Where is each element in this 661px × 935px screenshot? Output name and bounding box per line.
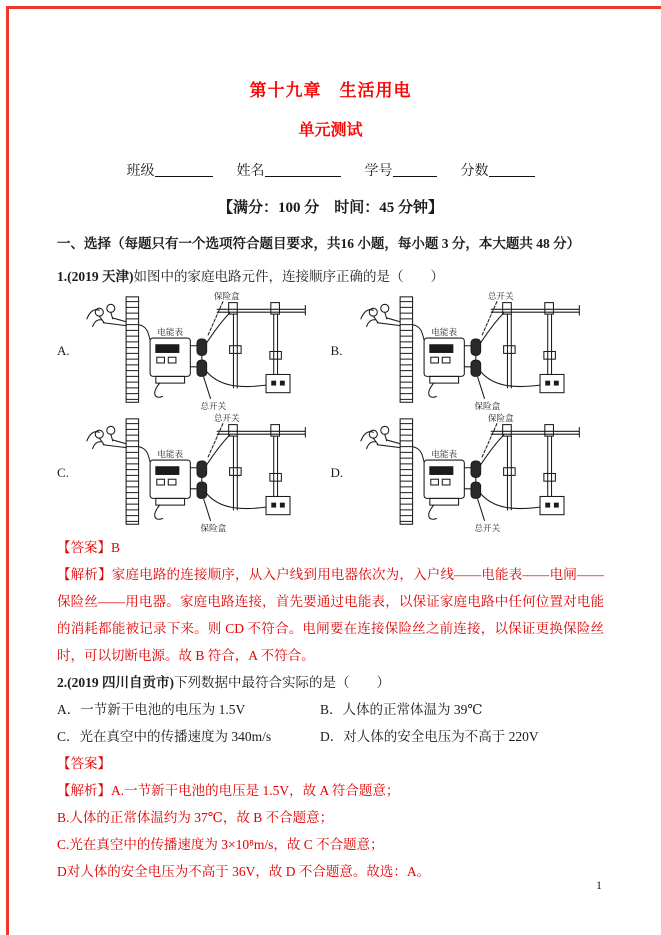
class-blank xyxy=(155,163,213,177)
service-wire-curl xyxy=(366,442,375,449)
outlet xyxy=(540,496,564,514)
circuit-figure xyxy=(83,290,313,412)
service-wire-curl xyxy=(360,432,372,441)
service-wire-curl xyxy=(87,432,99,441)
id-blank xyxy=(393,163,437,177)
option-d-text: 对人体的安全电压为不高于 220V xyxy=(343,729,539,744)
main-switch xyxy=(471,482,481,498)
option-letter-c: C. xyxy=(57,465,69,480)
insulator-icon xyxy=(107,426,115,434)
circuit-figures xyxy=(57,290,604,534)
question-2-text: 下列数据中最符合实际的是（ ） xyxy=(174,675,390,690)
main-switch xyxy=(197,482,207,498)
meter-terminals xyxy=(156,376,185,383)
question-2-number: 2.(2019 四川自贡市) xyxy=(57,675,174,690)
question-2-stem xyxy=(57,669,604,696)
id-label: 学号 xyxy=(364,164,393,179)
insulator-icon xyxy=(380,304,388,312)
option-a xyxy=(57,696,320,723)
outlet xyxy=(540,374,564,392)
meter-display xyxy=(429,345,452,353)
top-component-label: 保险盒 xyxy=(487,412,514,423)
insulator-icon xyxy=(369,430,377,438)
option-c-text: 光在真空中的传播速度为 340m/s xyxy=(79,729,272,744)
top-component-label: 保险盒 xyxy=(213,290,240,301)
score-label: 分数 xyxy=(460,164,489,179)
circuit-figure xyxy=(357,290,587,412)
analysis-label-2: 【解析】 xyxy=(57,783,111,798)
option-d xyxy=(320,723,604,750)
option-a-text: 一节新干电池的电压为 1.5V xyxy=(80,702,246,717)
outlet xyxy=(266,374,290,392)
bottom-label-leader xyxy=(204,499,211,520)
service-wire-curl xyxy=(93,442,102,449)
question-1-answer xyxy=(57,534,604,561)
question-2-analysis-line-2: B.人体的正常体温约为 37℃，故 B 不合题意； xyxy=(57,810,334,825)
bottom-component-label: 总开关 xyxy=(473,522,500,533)
option-letter-a: A. xyxy=(57,343,70,358)
section-heading: 一、选择（每题只有一个选项符合题目要求，共16 小题，每小题 3 分，本大题共 48 分） xyxy=(57,236,581,251)
incoming-wires xyxy=(103,440,126,448)
exam-meta: 【满分：100 分 时间：45 分钟】 xyxy=(217,200,443,216)
figure-option-c xyxy=(57,412,331,534)
circuit-figure xyxy=(357,412,587,534)
circuit-diagram-d xyxy=(357,412,587,534)
service-wire-curl xyxy=(360,310,372,319)
fuse-box xyxy=(197,339,207,355)
option-c xyxy=(57,723,320,750)
service-wire-curl xyxy=(87,310,99,319)
question-2-analysis-line-4: D对人体的安全电压为不高于 36V，故 D 不合题意。故选：A。 xyxy=(57,864,431,879)
top-component-label: 总开关 xyxy=(487,290,514,301)
option-b-key: B． xyxy=(320,702,343,717)
circuit-diagram-c xyxy=(83,412,313,534)
name-label: 姓名 xyxy=(236,164,265,179)
page-number: 1 xyxy=(596,878,602,892)
chapter-title: 第十九章 生活用电 xyxy=(249,81,412,100)
service-wire-curl xyxy=(366,320,375,327)
figure-option-a xyxy=(57,290,331,412)
meter-terminals xyxy=(429,376,458,383)
circuit-diagram-b xyxy=(357,290,587,412)
student-info-line xyxy=(57,160,604,180)
outlet xyxy=(266,496,290,514)
meter-label: 电能表 xyxy=(430,327,457,338)
incoming-wires xyxy=(377,318,400,326)
service-wire-curl xyxy=(93,320,102,327)
meter-label: 电能表 xyxy=(430,449,457,460)
test-subtitle: 单元测试 xyxy=(298,122,363,139)
meter-display xyxy=(156,345,179,353)
class-label: 班级 xyxy=(126,164,155,179)
circuit-diagram-a xyxy=(83,290,313,412)
bottom-label-leader xyxy=(477,499,484,520)
insulator-icon xyxy=(380,426,388,434)
circuit-figure xyxy=(83,412,313,534)
meter-display xyxy=(156,467,179,475)
figure-option-b xyxy=(331,290,605,412)
page-border-left xyxy=(6,6,9,935)
option-a-key: A． xyxy=(57,702,81,717)
answer-label: 【答案】 xyxy=(57,540,111,555)
insulator-icon xyxy=(107,304,115,312)
main-switch xyxy=(471,360,481,376)
question-2-analysis-line-3: C.光在真空中的传播速度为 3×10⁸m/s，故 C 不合题意； xyxy=(57,837,384,852)
option-b xyxy=(320,696,604,723)
question-1-number: 1.(2019 天津) xyxy=(57,269,134,284)
bottom-component-label: 保险盒 xyxy=(200,522,227,533)
analysis-label: 【解析】 xyxy=(57,567,112,582)
name-blank xyxy=(265,163,341,177)
fuse-box xyxy=(471,339,481,355)
analysis-2-text-a: A.一节新干电池的电压是 1.5V，故 A 符合题意； xyxy=(111,783,400,798)
top-component-label: 总开关 xyxy=(213,412,240,423)
score-blank xyxy=(489,163,535,177)
incoming-wires xyxy=(377,440,400,448)
answer-value: B xyxy=(111,540,121,555)
figure-option-d xyxy=(331,412,605,534)
meter-terminals xyxy=(156,498,185,505)
answer-label-2: 【答案】 xyxy=(57,756,111,771)
analysis-text: 家庭电路的连接顺序，从入户线到用电器依次为，入户线——电能表——电闸——保险丝——用电器。家庭电路连接，首先要通过电能表，以保证家庭电路中任何位置对电能的消耗都能被记录下来。则 CD 不符合。电闸要在连接保险丝之前连接，以保证更换保险丝时，可以切断电源。故 B 符合，A 不符合。 xyxy=(57,567,605,663)
bottom-component-label: 总开关 xyxy=(200,400,227,411)
question-1-text: 如图中的家庭电路元件，连接顺序正确的是（ ） xyxy=(133,269,444,284)
question-1-analysis xyxy=(57,561,604,669)
main-switch xyxy=(197,360,207,376)
insulator-icon xyxy=(95,430,103,438)
question-2-analysis-line-1 xyxy=(57,777,604,804)
option-d-key: D． xyxy=(320,729,344,744)
bottom-label-leader xyxy=(477,377,484,398)
insulator-icon xyxy=(95,308,103,316)
insulator-icon xyxy=(369,308,377,316)
incoming-wires xyxy=(103,318,126,326)
bottom-label-leader xyxy=(204,377,211,398)
meter-label: 电能表 xyxy=(157,449,184,460)
option-c-key: C． xyxy=(57,729,80,744)
meter-display xyxy=(429,467,452,475)
meter-label: 电能表 xyxy=(157,327,184,338)
question-1-stem xyxy=(57,265,604,285)
fuse-box xyxy=(471,461,481,477)
option-letter-d: D. xyxy=(330,465,344,480)
question-2-options xyxy=(57,696,604,750)
fuse-box xyxy=(197,461,207,477)
bottom-component-label: 保险盒 xyxy=(473,400,500,411)
option-letter-b: B. xyxy=(330,343,343,358)
page-border-top xyxy=(6,6,661,9)
option-b-text: 人体的正常体温为 39℃ xyxy=(342,702,483,717)
meter-terminals xyxy=(429,498,458,505)
question-2-answer xyxy=(57,750,604,777)
